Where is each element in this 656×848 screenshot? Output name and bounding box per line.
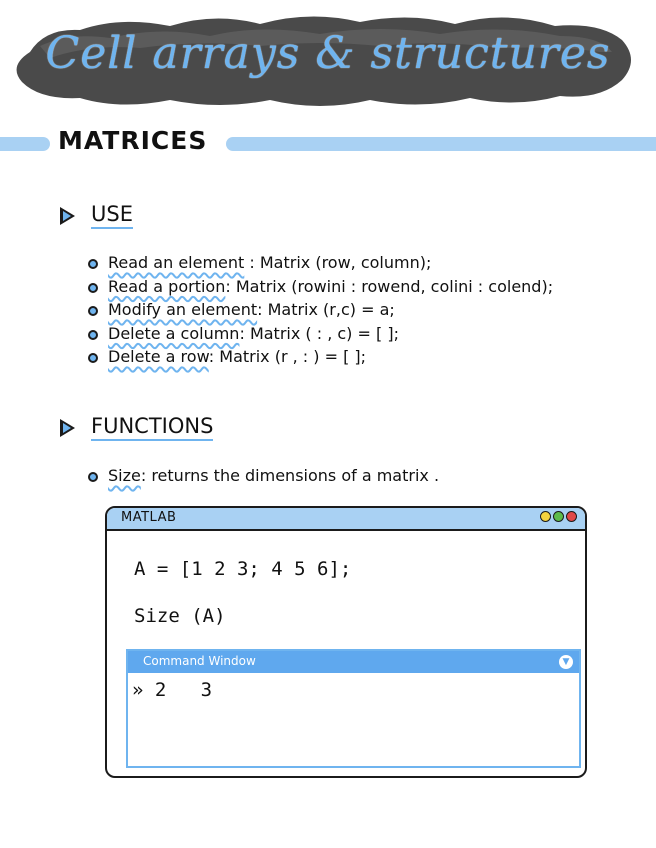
functions-list	[88, 465, 439, 489]
triangle-bullet-icon	[60, 419, 75, 437]
list-item-term: Size	[108, 466, 141, 485]
list-item-code: Matrix ( : , c) = [ ];	[249, 323, 399, 343]
functions-heading	[60, 414, 213, 441]
list-item-code: Matrix (rowini : rowend, colini : colend);	[235, 276, 554, 296]
list-item-text: returns the dimensions of a matrix .	[151, 466, 440, 485]
window-title: MATLAB	[121, 510, 177, 525]
chevron-down-icon[interactable]: ▼	[559, 655, 573, 669]
use-heading	[60, 202, 133, 229]
code-line: A = [1 2 3; 4 5 6];	[134, 558, 352, 580]
window-controls	[540, 511, 577, 522]
list-item	[88, 346, 553, 370]
triangle-bullet-icon	[60, 207, 75, 225]
list-item-code: Matrix (r,c) = a;	[267, 300, 395, 319]
use-list	[88, 252, 553, 370]
list-item-separator: :	[244, 253, 260, 272]
list-item-term: Read an element	[108, 253, 245, 272]
list-item	[88, 276, 553, 300]
list-item-separator: :	[208, 347, 220, 366]
section-bar-left	[0, 137, 50, 151]
list-item	[88, 252, 553, 276]
list-item-term: Delete a column	[108, 323, 240, 343]
use-heading-label: USE	[91, 202, 133, 229]
list-item-separator: :	[140, 466, 152, 485]
title-banner	[0, 0, 656, 120]
list-item-separator: :	[257, 300, 268, 319]
list-item	[88, 465, 439, 489]
maximize-button[interactable]	[553, 511, 564, 522]
list-item-code: Matrix (row, column);	[259, 253, 432, 272]
list-item	[88, 299, 553, 323]
command-output: » 2 3	[132, 679, 213, 701]
command-window[interactable]	[126, 649, 581, 768]
code-line: Size (A)	[134, 605, 226, 627]
section-title: MATRICES	[58, 126, 208, 155]
list-item	[88, 323, 553, 347]
window-titlebar	[107, 508, 585, 531]
minimize-button[interactable]	[540, 511, 551, 522]
functions-heading-label: FUNCTIONS	[91, 414, 213, 441]
matlab-window	[105, 506, 587, 778]
list-item-term: Delete a row	[108, 347, 209, 366]
list-item-separator: :	[239, 323, 250, 343]
close-button[interactable]	[566, 511, 577, 522]
list-item-separator: :	[225, 276, 236, 296]
page-title: Cell arrays & structures	[45, 28, 611, 79]
list-item-term: Read a portion	[108, 276, 226, 296]
list-item-term: Modify an element	[108, 300, 258, 319]
command-window-title: Command Window	[143, 654, 256, 668]
command-window-titlebar	[128, 651, 579, 673]
section-bar-right	[226, 137, 656, 151]
list-item-code: Matrix (r , : ) = [ ];	[219, 347, 367, 366]
